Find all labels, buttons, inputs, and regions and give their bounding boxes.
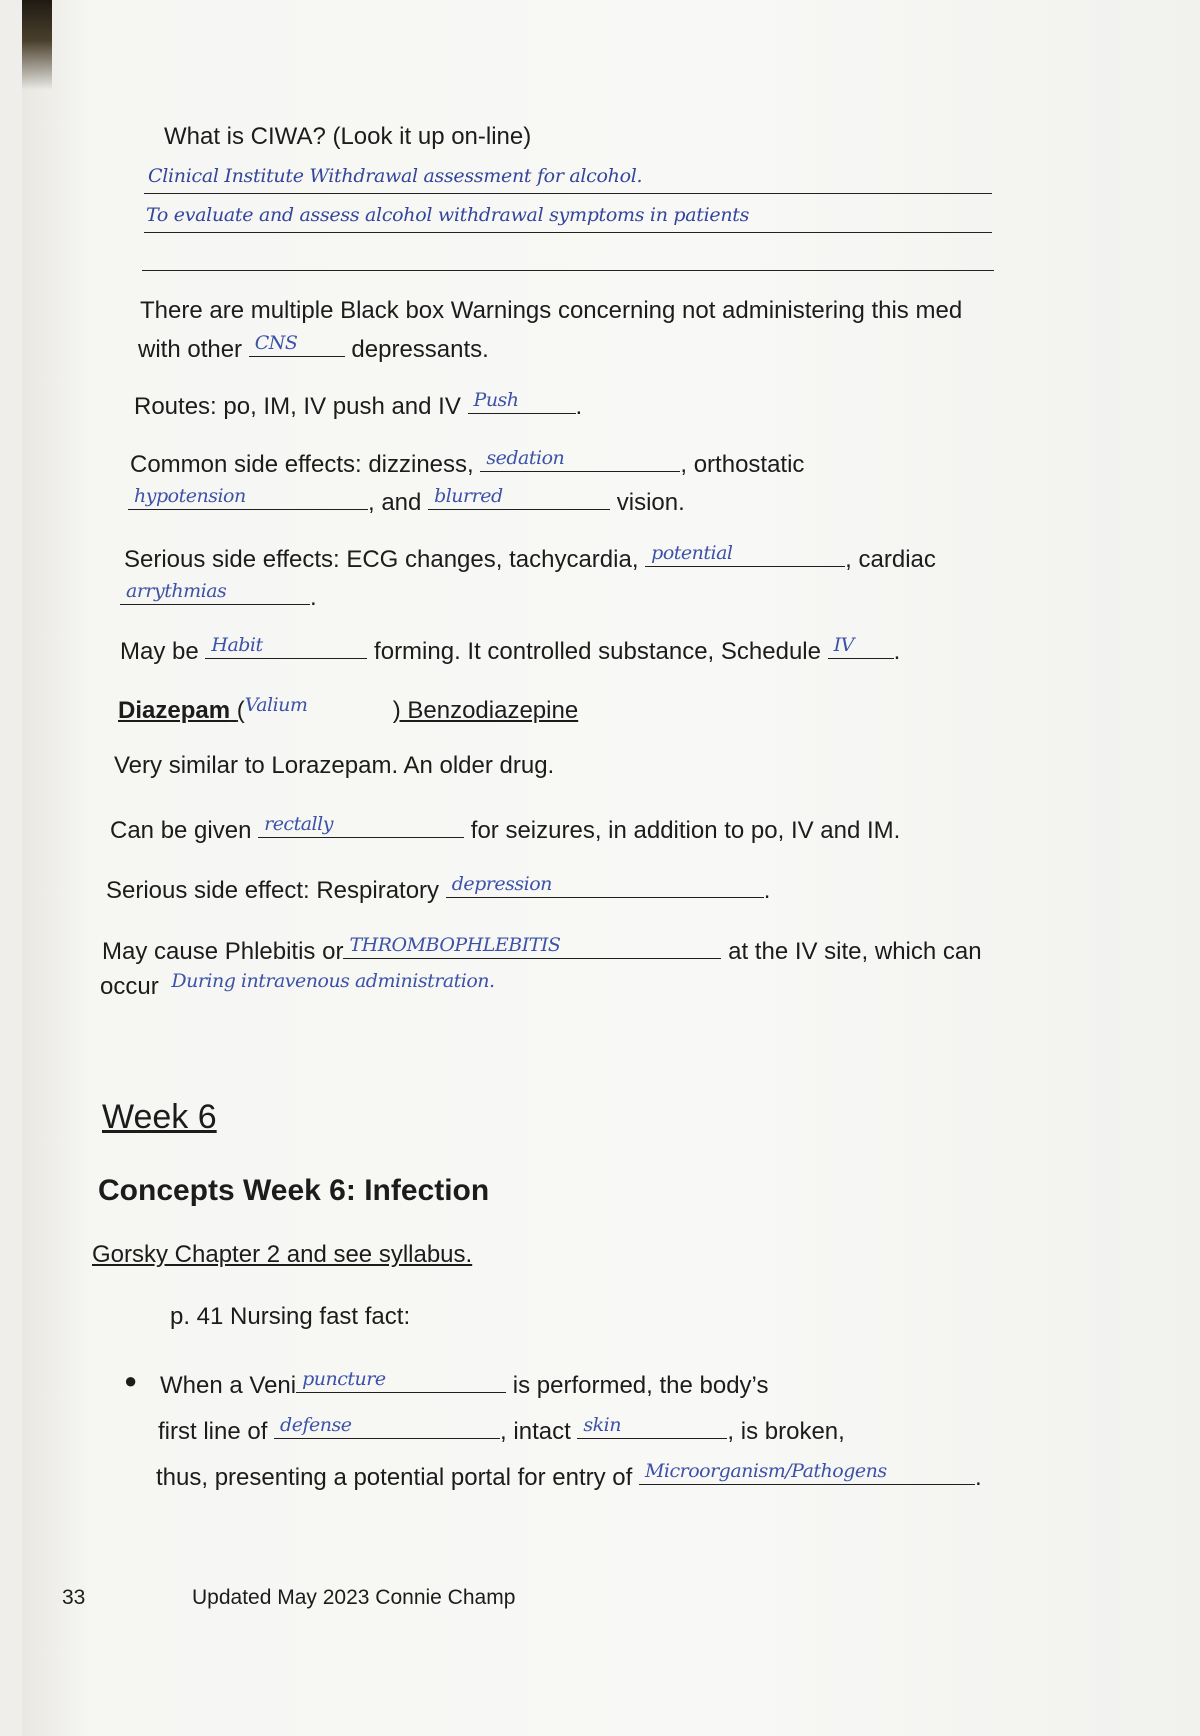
bullet-blank-1 [296,1366,506,1393]
phlebitis-line-2 [100,968,625,1002]
diazepam-name: Diazepam [118,697,231,724]
phlebitis-blank-1 [343,932,721,959]
bullet-fill-3: skin [583,1414,621,1436]
concepts-heading: Concepts Week 6: Infection [98,1174,490,1207]
ciwa-answer-rule-3 [142,270,994,271]
diazepam-heading [118,692,578,726]
bullet-dot: ● [124,1368,138,1393]
common-blank-1 [480,445,680,472]
blackbox-post: depressants. [351,336,489,363]
routes-line [134,387,582,422]
phlebitis-blank-2 [165,968,625,994]
serious-blank-2 [120,578,310,605]
bullet-l3-post: . [974,1464,982,1491]
routes-fill: Push [473,389,519,411]
phlebitis-line2-pre: occur [100,973,159,1000]
phlebitis-mid: at the IV site, which can [728,938,982,965]
habit-blank-2 [828,632,894,659]
footer-updated: Updated May 2023 Connie Champ [192,1586,516,1609]
common-fill-1: sedation [486,447,565,469]
habit-fill-1: Habit [211,634,263,656]
routes-blank [468,387,576,414]
given-line [110,811,900,846]
ciwa-answer-rule-1 [144,193,992,194]
routes-post: . [575,393,583,420]
ciwa-answer-line-1: Clinical Institute Withdrawal assessment for alcohol. [148,165,643,187]
serious-line-1 [124,540,936,575]
blackbox-pre: with other [138,336,243,363]
habit-mid: forming. It controlled substance, Schedule [374,638,821,665]
bullet-blank-2 [274,1412,500,1439]
blackbox-text-1: There are multiple Black box Warnings concerning not administering this med [140,297,963,324]
respiratory-blank [446,871,764,898]
bullet-fill-1: puncture [302,1368,386,1390]
respiratory-line [106,871,770,906]
blackbox-text-2 [138,330,489,365]
common-line-1 [130,445,804,480]
diazepam-close: ) Benzodiazepine [392,697,579,724]
bullet-fill-4: Microorganism/Pathogens [644,1460,887,1482]
serious-blank-1 [645,540,845,567]
given-fill: rectally [264,813,333,835]
diazepam-blank [245,692,393,718]
common-fill-2: hypotension [134,485,246,507]
common-mid-1: , orthostatic [680,451,805,478]
ciwa-question: What is CIWA? (Look it up on-line) [164,123,532,150]
respiratory-fill: depression [451,873,552,895]
bullet-line-1 [160,1366,768,1401]
bullet-line-2 [158,1412,845,1447]
given-blank [258,811,464,838]
similar-text: Very similar to Lorazepam. An older drug. [114,752,555,779]
worksheet-page [22,0,1200,1736]
serious-line-2 [120,578,317,613]
bullet-blank-3 [577,1412,727,1439]
bullet-line-3 [156,1458,982,1493]
bullet-blank-4 [639,1458,975,1485]
bullet-l1-post: is performed, the body’s [512,1372,769,1399]
common-post: vision. [616,489,685,516]
serious-mid: , cardiac [845,546,936,573]
diazepam-fill: Valium [244,694,308,716]
page-edge-shadow [22,0,52,90]
common-fill-3: blurred [434,485,503,507]
given-pre: Can be given [110,817,252,844]
fast-fact-label: p. 41 Nursing fast fact: [170,1303,411,1330]
page-number: 33 [62,1586,86,1609]
phlebitis-pre: May cause Phlebitis or [102,938,344,965]
serious-pre: Serious side effects: ECG changes, tachycardia, [124,546,639,573]
given-post: for seizures, in addition to po, IV and IM. [470,817,901,844]
diazepam-open: ( [236,697,245,724]
habit-post: . [893,638,901,665]
phlebitis-fill-2: During intravenous administration. [171,970,495,992]
routes-pre: Routes: po, IM, IV push and IV [134,393,461,420]
habit-fill-2: IV [833,634,854,656]
blackbox-blank [249,330,345,357]
respiratory-post: . [763,877,771,904]
bullet-l3-pre: thus, presenting a potential portal for entry of [156,1464,633,1491]
gorsky-reference: Gorsky Chapter 2 and see syllabus. [92,1241,473,1268]
bullet-l1-pre: When a Veni [160,1372,297,1399]
common-line-2 [128,483,685,518]
serious-post: . [310,584,317,611]
habit-line [120,632,900,667]
common-pre: Common side effects: dizziness, [130,451,474,478]
phlebitis-fill-1: THROMBOPHLEBITIS [349,934,561,956]
bullet-l2-mid: , intact [500,1418,571,1445]
bullet-l2-post: , is broken, [727,1418,845,1445]
habit-pre: May be [120,638,199,665]
common-mid-2: , and [368,489,422,516]
serious-fill-1: potential [651,542,733,564]
respiratory-pre: Serious side effect: Respiratory [106,877,440,904]
blackbox-fill: CNS [254,332,298,354]
bullet-fill-2: defense [280,1414,352,1436]
week-heading: Week 6 [102,1098,217,1136]
ciwa-answer-rule-2 [144,232,992,233]
common-blank-3 [428,483,610,510]
phlebitis-line-1 [102,932,982,967]
common-blank-2 [128,483,368,510]
ciwa-answer-line-2: To evaluate and assess alcohol withdrawal symptoms in patients [146,204,750,226]
habit-blank-1 [205,632,367,659]
bullet-l2-pre: first line of [158,1418,268,1445]
serious-fill-2: arrythmias [126,580,227,602]
